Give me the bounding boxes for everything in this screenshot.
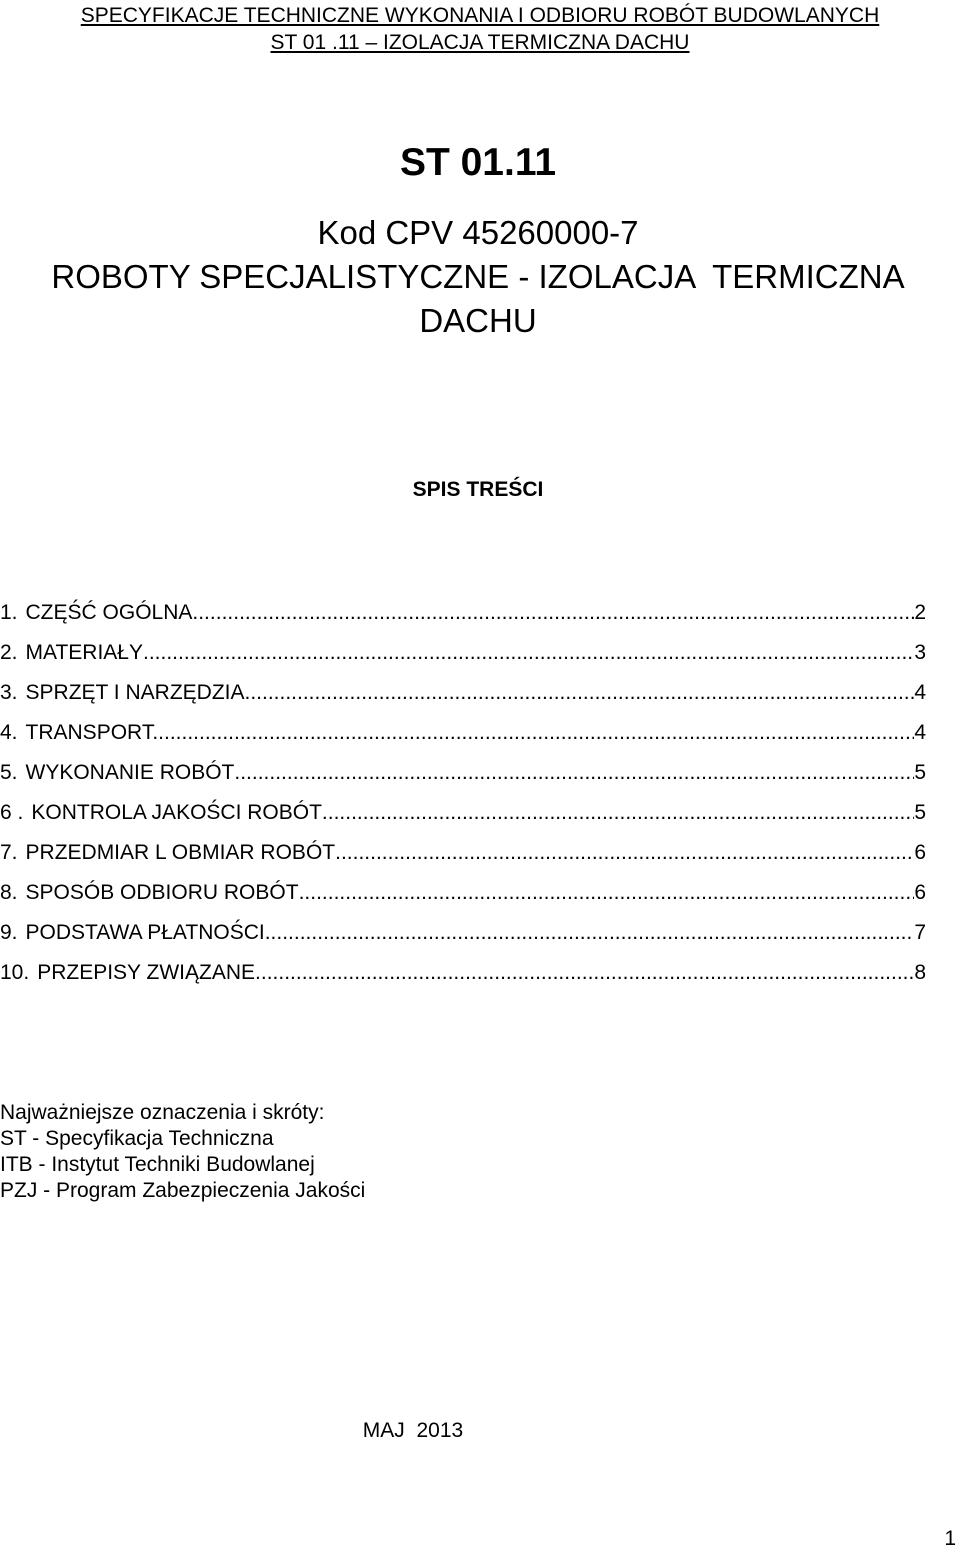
toc-item-number: 10. <box>0 961 30 984</box>
toc-leader-dots <box>265 918 915 948</box>
abbreviations-block <box>0 1100 365 1204</box>
toc-item-page: 3 <box>914 641 926 664</box>
toc-leader-dots <box>299 878 915 908</box>
page-number: 1 <box>944 1527 956 1550</box>
toc-leader-dots <box>245 678 915 708</box>
abbreviation-item: ITB - Instytut Techniki Budowlanej <box>0 1153 315 1176</box>
toc-item-number: 3. <box>0 681 18 704</box>
toc-leader-dots <box>192 598 914 628</box>
document-date: MAJ 2013 <box>362 1419 464 1442</box>
toc-item-label: TRANSPORT. <box>25 721 159 744</box>
toc-item[interactable] <box>0 678 926 718</box>
toc-item-number: 8. <box>0 881 18 904</box>
table-of-contents <box>0 598 926 998</box>
toc-item-label: PRZEDMIAR L OBMIAR ROBÓT <box>25 841 336 864</box>
toc-item-number: 2. <box>0 641 18 664</box>
toc-item[interactable] <box>0 798 926 838</box>
toc-item-page: 2 <box>914 601 926 624</box>
toc-leader-dots <box>322 798 914 828</box>
toc-item-label: PRZEPISY ZWIĄZANE <box>37 961 256 984</box>
toc-leader-dots <box>255 958 914 988</box>
toc-item-number: 5. <box>0 761 18 784</box>
abbreviation-item: PZJ - Program Zabezpieczenia Jakości <box>0 1179 366 1202</box>
cpv-code: Kod CPV 45260000-7 <box>317 214 639 251</box>
toc-leader-dots <box>234 758 914 788</box>
toc-item[interactable] <box>0 758 926 798</box>
toc-heading: SPIS TREŚCI <box>412 478 544 501</box>
toc-item[interactable] <box>0 598 926 638</box>
toc-item[interactable] <box>0 718 926 758</box>
toc-item-number: 1. <box>0 601 18 624</box>
toc-item-number: 4. <box>0 721 18 744</box>
toc-item-number: 7. <box>0 841 18 864</box>
document-header <box>0 2 960 56</box>
toc-item-page: 8 <box>914 961 926 984</box>
toc-item-number: 9. <box>0 921 18 944</box>
toc-item-label: MATERIAŁY <box>25 641 143 664</box>
toc-item[interactable] <box>0 918 926 958</box>
toc-item-label: PODSTAWA PŁATNOŚCI <box>25 921 265 944</box>
abbreviations-heading: Najważniejsze oznaczenia i skróty: <box>0 1101 325 1124</box>
spec-code-title: ST 01.11 <box>399 141 557 184</box>
toc-item[interactable] <box>0 958 926 998</box>
toc-item-page: 5 <box>914 761 926 784</box>
spec-name-line-1: ROBOTY SPECJALISTYCZNE - IZOLACJA TERMICZNA <box>51 258 905 295</box>
toc-item-label: KONTROLA JAKOŚCI ROBÓT <box>31 801 322 824</box>
toc-item[interactable] <box>0 838 926 878</box>
toc-item-page: 5 <box>914 801 926 824</box>
toc-item-label: SPRZĘT I NARZĘDZIA <box>25 681 245 704</box>
toc-item-page: 7 <box>914 921 926 944</box>
toc-item[interactable] <box>0 878 926 918</box>
abbreviation-item: ST - Specyfikacja Techniczna <box>0 1127 274 1150</box>
toc-item-number: 6 . <box>0 801 24 824</box>
toc-item-label: CZĘŚĆ OGÓLNA <box>25 601 193 624</box>
toc-item-page: 4 <box>914 721 926 744</box>
toc-leader-dots <box>335 838 914 868</box>
header-line-2: ST 01 .11 – IZOLACJA TERMICZNA DACHU <box>270 31 690 54</box>
toc-item-label: SPOSÓB ODBIORU ROBÓT <box>25 881 299 904</box>
toc-item-page: 6 <box>914 841 926 864</box>
toc-leader-dots <box>143 638 914 668</box>
toc-item-label: WYKONANIE ROBÓT <box>25 761 235 784</box>
toc-item-page: 6 <box>914 881 926 904</box>
spec-name-title <box>0 255 956 343</box>
toc-item[interactable] <box>0 638 926 678</box>
spec-name-line-2: DACHU <box>419 302 537 339</box>
header-line-1: SPECYFIKACJE TECHNICZNE WYKONANIA I ODBIORU ROBÓT BUDOWLANYCH <box>80 4 880 27</box>
toc-leader-dots <box>158 718 914 748</box>
toc-item-page: 4 <box>914 681 926 704</box>
